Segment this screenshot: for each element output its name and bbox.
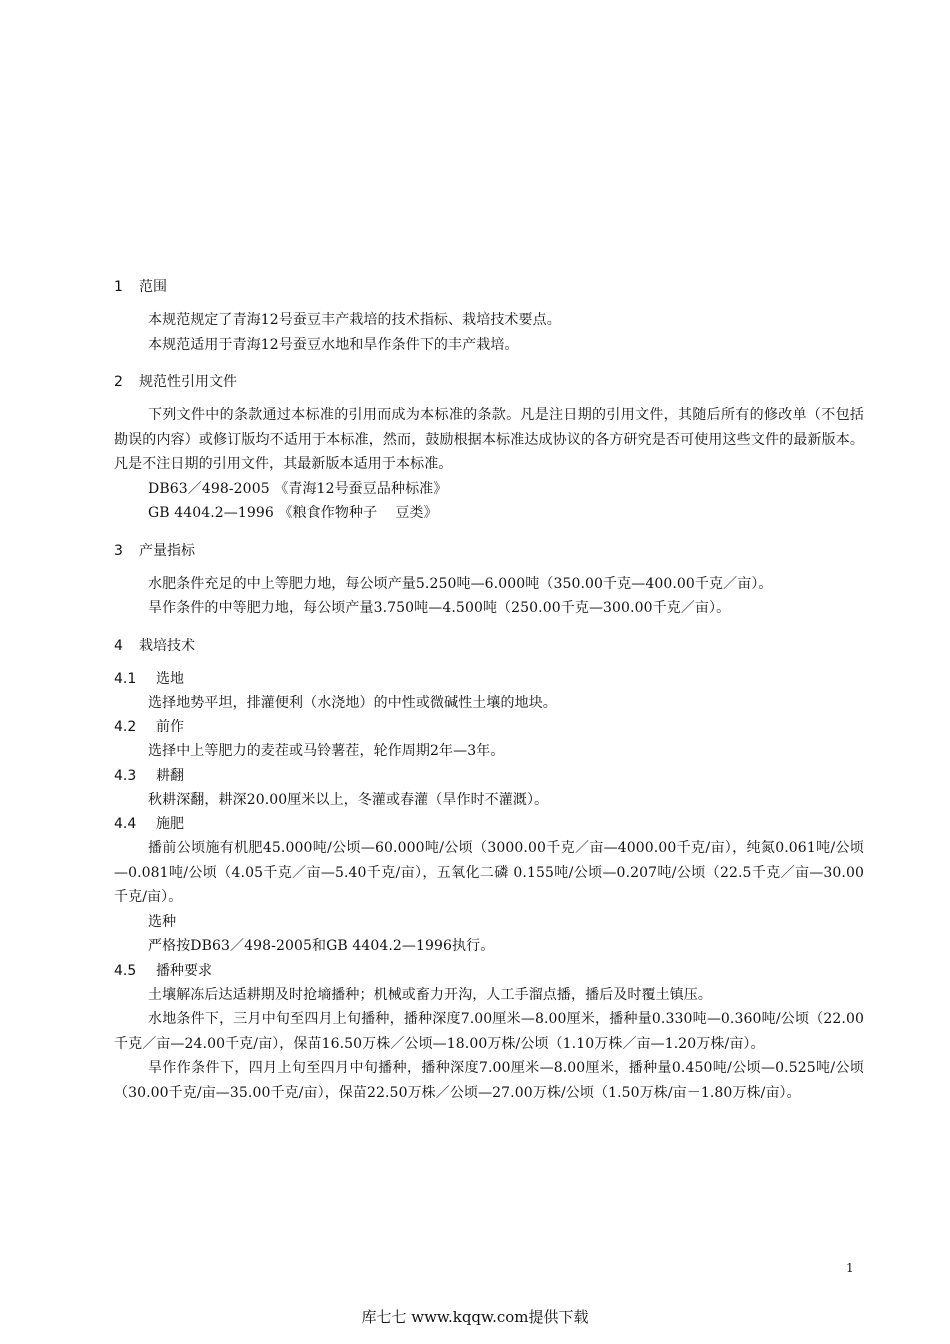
section-heading-cultivation [114, 635, 864, 657]
section-title: 规范性引用文件 [139, 374, 237, 390]
paragraph: 播前公顷施有机肥45.000吨/公顷—60.000吨/公顷（3000.00千克／亩—4000.00千克/亩），纯氮0.061吨/公顷—0.081吨/公顷（4.05千克／亩—5.40千克/亩），五氧化二磷 0.155吨/公顷—0.207吨/公顷（22.5千克／亩—30.00千克/亩）。 [114, 840, 864, 905]
paragraph: 严格按DB63／498-2005和GB 4404.2—1996执行。 [148, 938, 495, 954]
download-source-footer: 库七七 www.kqqw.com提供下载 [361, 1308, 589, 1326]
subsection-number: 4.2 [114, 719, 137, 735]
subsection-number: 4.1 [114, 670, 137, 687]
reference-item: DB63／498-2005 《青海12号蚕豆品种标准》 [148, 480, 448, 497]
section-number: 4 [114, 637, 123, 654]
section-heading-normative-references [114, 371, 864, 393]
subsection-number: 4.5 [114, 962, 137, 979]
subsection-title: 施肥 [156, 816, 184, 832]
paragraph: 旱作条件的中等肥力地，每公顷产量3.750吨—4.500吨（250.00千克—300.00千克／亩）。 [148, 600, 731, 616]
reference-item: GB 4404.2—1996 《粮食作物种子 豆类》 [148, 505, 438, 521]
subsection-number: 4.3 [114, 767, 137, 784]
paragraph: 选种 [148, 913, 177, 930]
subsection-title: 前作 [156, 719, 184, 735]
document-body [114, 276, 864, 1105]
subsection-title: 选地 [156, 670, 184, 687]
section-number: 3 [114, 542, 123, 559]
paragraph: 秋耕深翻，耕深20.00厘米以上，冬灌或春灌（旱作时不灌溉）。 [148, 791, 549, 808]
paragraph: 水肥条件充足的中上等肥力地，每公顷产量5.250吨—6.000吨（350.00千克—400.00千克／亩）。 [148, 575, 773, 592]
paragraph: 水地条件下，三月中旬至四月上旬播种，播种深度7.00厘米—8.00厘米，播种量0.330吨—0.360吨/公顷（22.00千克／亩—24.00千克/亩），保苗16.50万株／公顷—18.00万株/公顷（1.10万株／亩—1.20万株/亩）。 [114, 1011, 864, 1052]
subsection-title: 耕翻 [156, 767, 184, 784]
section-number: 2 [114, 374, 123, 390]
section-title: 范围 [139, 279, 167, 295]
subsection-number: 4.4 [114, 816, 137, 832]
section-heading-yield-targets [114, 540, 864, 562]
page-number: 1 [846, 1261, 854, 1275]
paragraph: 下列文件中的条款通过本标准的引用而成为本标准的条款。凡是注日期的引用文件，其随后所有的修改单（不包括勘误的内容）或修订版均不适用于本标准，然而，鼓励根据本标准达成协议的各方研究是否可使用这些文件的最新版本。凡是不注日期的引用文件，其最新版本适用于本标准。 [114, 407, 864, 472]
subsection-heading-previous-crop [114, 715, 864, 739]
paragraph: 旱作作条件下，四月上旬至四月中旬播种，播种深度7.00厘米—8.00厘米，播种量0.450吨/公顷—0.525吨/公顷（30.00千克/亩—35.00千克/亩），保苗22.50万株／公顷—27.00万株/公顷（1.50万株/亩－1.80万株/亩）。 [114, 1060, 864, 1101]
subsection-heading-tillage [114, 764, 864, 788]
section-title: 产量指标 [139, 542, 195, 559]
subsection-heading-site-selection [114, 667, 864, 691]
section-number: 1 [114, 279, 123, 295]
paragraph: 本规范适用于青海12号蚕豆水地和旱作条件下的丰产栽培。 [148, 336, 519, 353]
paragraph: 土壤解冻后达适耕期及时抢墒播种；机械或畜力开沟，人工手溜点播，播后及时覆土镇压。 [148, 986, 712, 1003]
paragraph: 选择地势平坦，排灌便利（水浇地）的中性或微碱性土壤的地块。 [148, 694, 557, 711]
section-heading-scope [114, 276, 864, 298]
section-title: 栽培技术 [139, 637, 195, 654]
subsection-heading-fertilization [114, 812, 864, 836]
paragraph: 选择中上等肥力的麦茬或马铃薯茬，轮作周期2年—3年。 [148, 743, 505, 759]
paragraph: 本规范规定了青海12号蚕豆丰产栽培的技术指标、栽培技术要点。 [148, 312, 561, 328]
subsection-title: 播种要求 [156, 962, 212, 979]
subsection-heading-sowing-requirements [114, 959, 864, 983]
